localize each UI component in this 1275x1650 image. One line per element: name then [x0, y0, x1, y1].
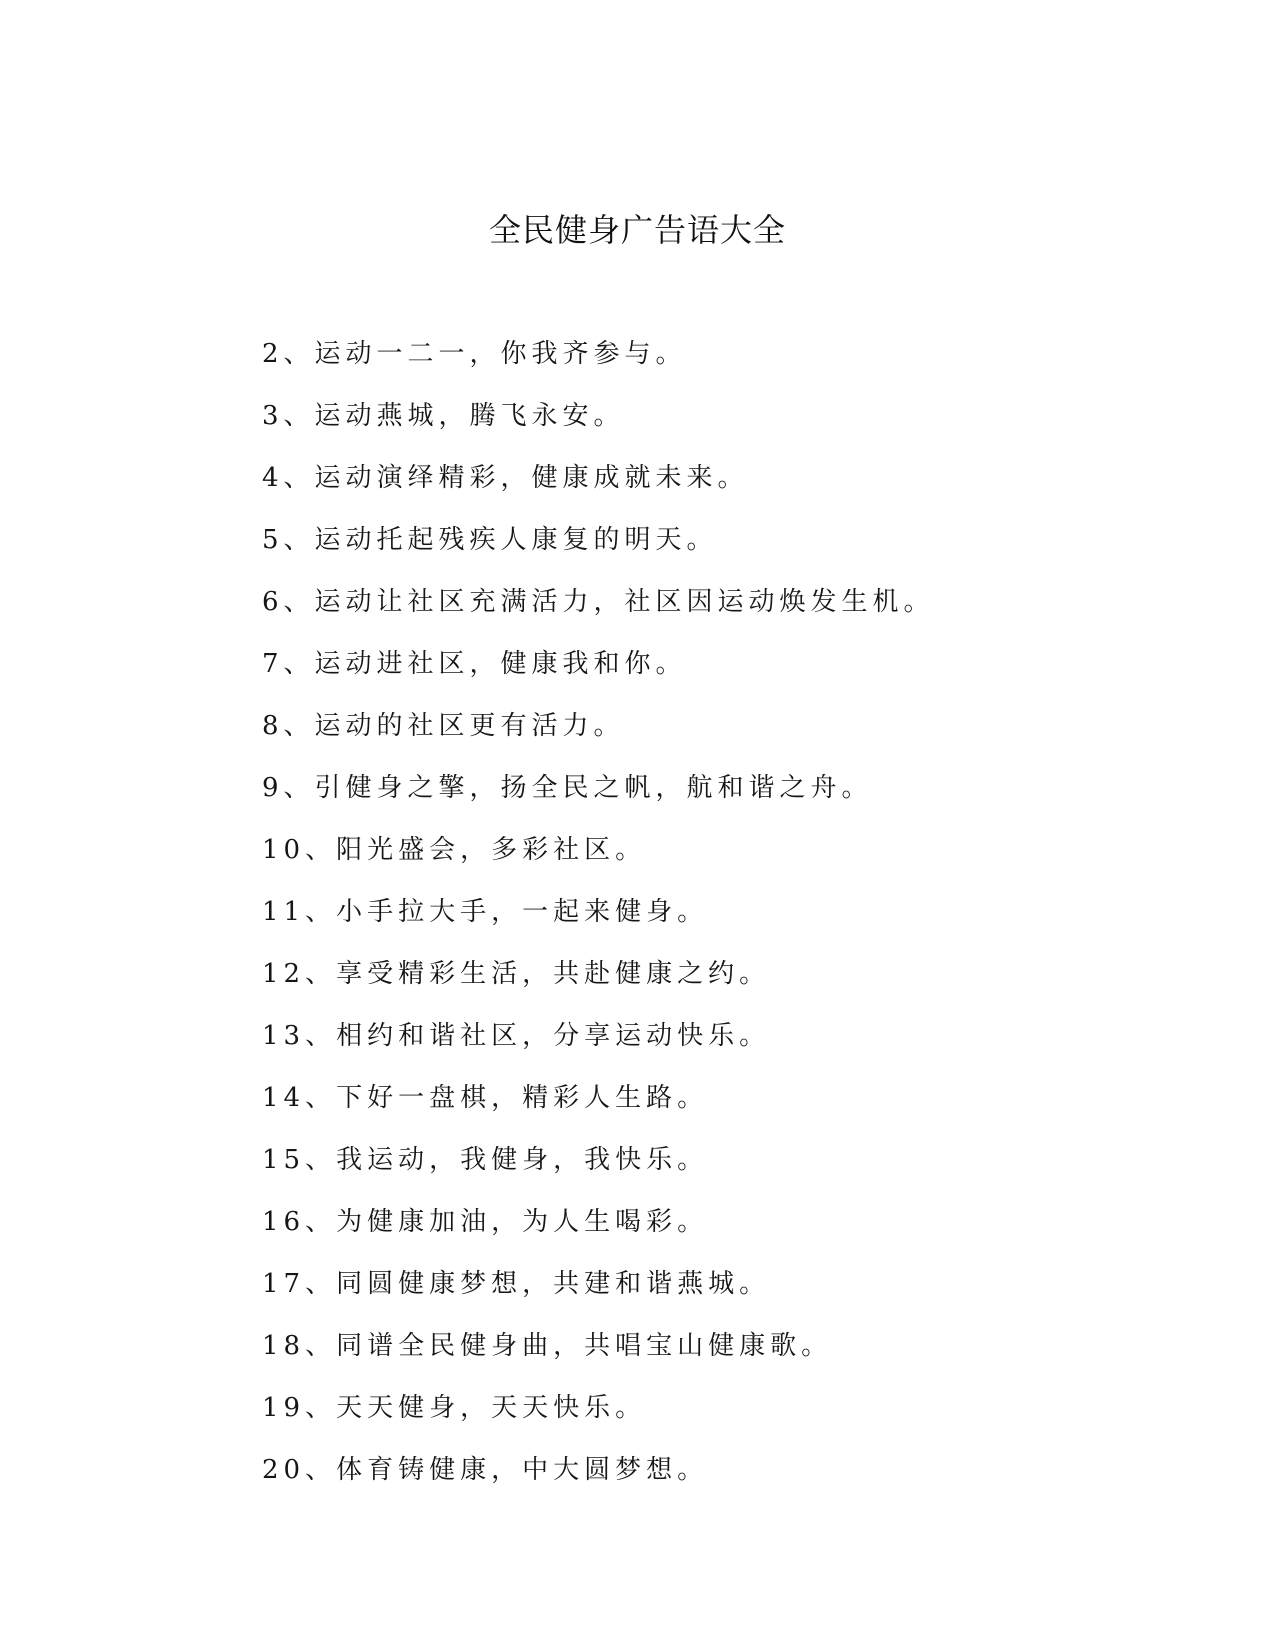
slogan-item: 3、运动燕城，腾飞永安。: [262, 401, 625, 431]
slogan-item: 7、运动进社区，健康我和你。: [262, 649, 687, 679]
slogan-item: 13、相约和谐社区，分享运动快乐。: [262, 1021, 771, 1051]
slogan-item: 12、享受精彩生活，共赴健康之约。: [262, 959, 771, 989]
slogan-item: 14、下好一盘棋，精彩人生路。: [262, 1083, 709, 1113]
slogan-item: 20、体育铸健康，中大圆梦想。: [262, 1455, 709, 1485]
slogan-item: 18、同谱全民健身曲，共唱宝山健康歌。: [262, 1331, 833, 1361]
slogan-item: 5、运动托起残疾人康复的明天。: [262, 525, 718, 555]
slogan-item: 15、我运动，我健身，我快乐。: [262, 1145, 709, 1175]
slogan-item: 6、运动让社区充满活力，社区因运动焕发生机。: [262, 587, 935, 617]
slogan-item: 10、阳光盛会，多彩社区。: [262, 835, 647, 865]
slogan-item: 2、运动一二一，你我齐参与。: [262, 339, 687, 369]
document-title: 全民健身广告语大全: [488, 211, 786, 249]
slogan-item: 11、小手拉大手，一起来健身。: [262, 897, 709, 927]
slogan-list: [262, 334, 935, 1512]
slogan-item: 17、同圆健康梦想，共建和谐燕城。: [262, 1269, 771, 1299]
slogan-item: 8、运动的社区更有活力。: [262, 711, 625, 741]
slogan-item: 16、为健康加油，为人生喝彩。: [262, 1207, 709, 1237]
slogan-item: 4、运动演绎精彩，健康成就未来。: [262, 463, 749, 493]
slogan-item: 9、引健身之擎，扬全民之帆，航和谐之舟。: [262, 773, 873, 803]
slogan-item: 19、天天健身，天天快乐。: [262, 1393, 647, 1423]
